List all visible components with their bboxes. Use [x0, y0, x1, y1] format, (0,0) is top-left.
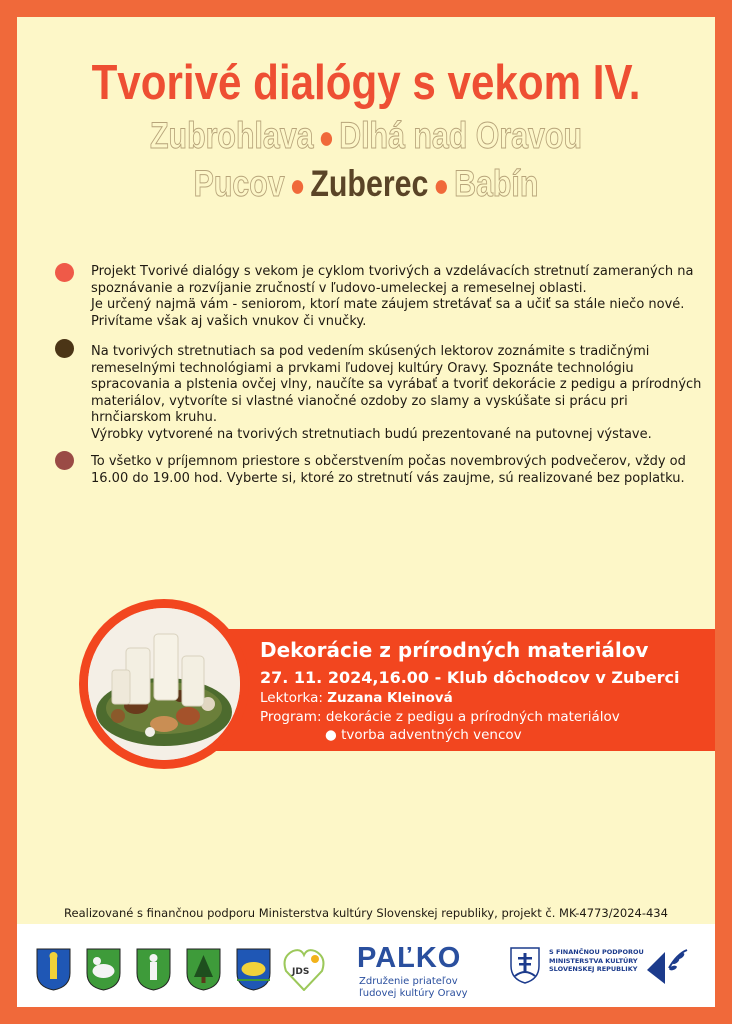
advent-wreath-photo: [88, 608, 240, 760]
workshop-paragraph: Na tvorivých stretnutiach sa pod vedením skúsených lektorov zoznámite s tradičnými remeselnými technológiami a prvkami ľudovej kultúry Oravy. Spoznáte technológiu spracovania a plstenia ovčej vlny, naučíte sa vyrábať a tvoriť dekorácie z pedigu a prírodných materiálov, vytvoríte si vlastné vianočné ozdoby zo slamy a vyskúšate si prácu pri hrnčiarskom kruhu. Výrobky vytvorené na tvorivých stretnutiach budú prezentované na putovnej výstave.: [91, 344, 702, 442]
crest-icon: [85, 947, 122, 991]
crest-icon: [35, 947, 72, 991]
program-label: Program:: [260, 709, 326, 725]
event-date-place: 27. 11. 2024,16.00 - Klub dôchodcov v Zuberci: [260, 668, 680, 687]
village-zubrohlava: Zubrohlava: [150, 115, 314, 156]
palko-subtitle-2: ľudovej kultúry Oravy: [359, 988, 468, 999]
village-zuberec: Zuberec: [310, 163, 429, 204]
event-lecturer: [260, 690, 453, 706]
village-dlha-nad-oravou: Dlhá nad Oravou: [339, 115, 582, 156]
crest-icon: [135, 947, 172, 991]
village-line-1: [80, 115, 652, 157]
bullet-separator: ●: [433, 167, 450, 203]
village-pucov: Pucov: [193, 163, 285, 204]
intro-paragraph: Projekt Tvorivé dialógy s vekom je cyklom tvorivých a vzdelávacích stretnutí zameraných na spoznávanie a rozvíjanie zručností v ľudovo-umeleckej a remeselnej oblasti. Je určený najmä vám - seniorom, ktorí mate záujem stretávať sa a učiť sa stále niečo nové. Privítame však aj vašich vnukov či vnučky.: [91, 264, 694, 329]
village-babin: Babín: [454, 163, 539, 204]
ministry-support-text: S FINANČNOU PODPOROU MINISTERSTVA KULTÚRY SLOVENSKEJ REPUBLIKY: [549, 948, 644, 973]
lecturer-name: Zuzana Kleinová: [327, 690, 453, 706]
palko-subtitle-1: Združenie priateľov: [359, 976, 458, 987]
logo-strip: [17, 924, 715, 1007]
schedule-paragraph: To všetko v príjemnom priestore s občerstvením počas novembrových podvečerov, vždy od 16.00 do 19.00 hod. Vyberte si, ktoré zo stretnutí vás zaujme, sú realizované bez poplatku.: [91, 454, 686, 486]
event-program-item-2: ● tvorba adventných vencov: [325, 727, 522, 743]
palko-name: PAĽKO: [357, 942, 462, 974]
ministry-logo-icon: [643, 944, 691, 990]
palko-logo: [357, 942, 482, 998]
bullet-dot-icon: [55, 339, 74, 358]
jds-logo: [283, 947, 325, 991]
poster-title: Tvorivé dialógy s vekom IV.: [91, 56, 641, 110]
slovak-crest-icon: [509, 946, 541, 984]
jds-text: JDS: [292, 967, 310, 977]
bullet-separator: ●: [318, 119, 335, 155]
bullet-separator: ●: [289, 167, 306, 203]
bullet-dot-icon: [55, 451, 74, 470]
lecturer-label: Lektorka:: [260, 690, 328, 706]
advent-wreath-icon: [88, 608, 240, 760]
crest-icon: [185, 947, 222, 991]
poster-body: [17, 17, 715, 1007]
program-item: dekorácie z pedigu a prírodných materiálov: [325, 709, 620, 725]
event-program: [260, 709, 620, 725]
bullet-dot-icon: [55, 263, 74, 282]
funding-note: Realizované s finančnou podporu Ministerstva kultúry Slovenskej republiky, projekt č. MK-4773/2024-434: [64, 906, 668, 920]
village-line-2: [80, 163, 652, 205]
crest-icon: [235, 947, 272, 991]
event-title: Dekorácie z prírodných materiálov: [260, 638, 649, 662]
